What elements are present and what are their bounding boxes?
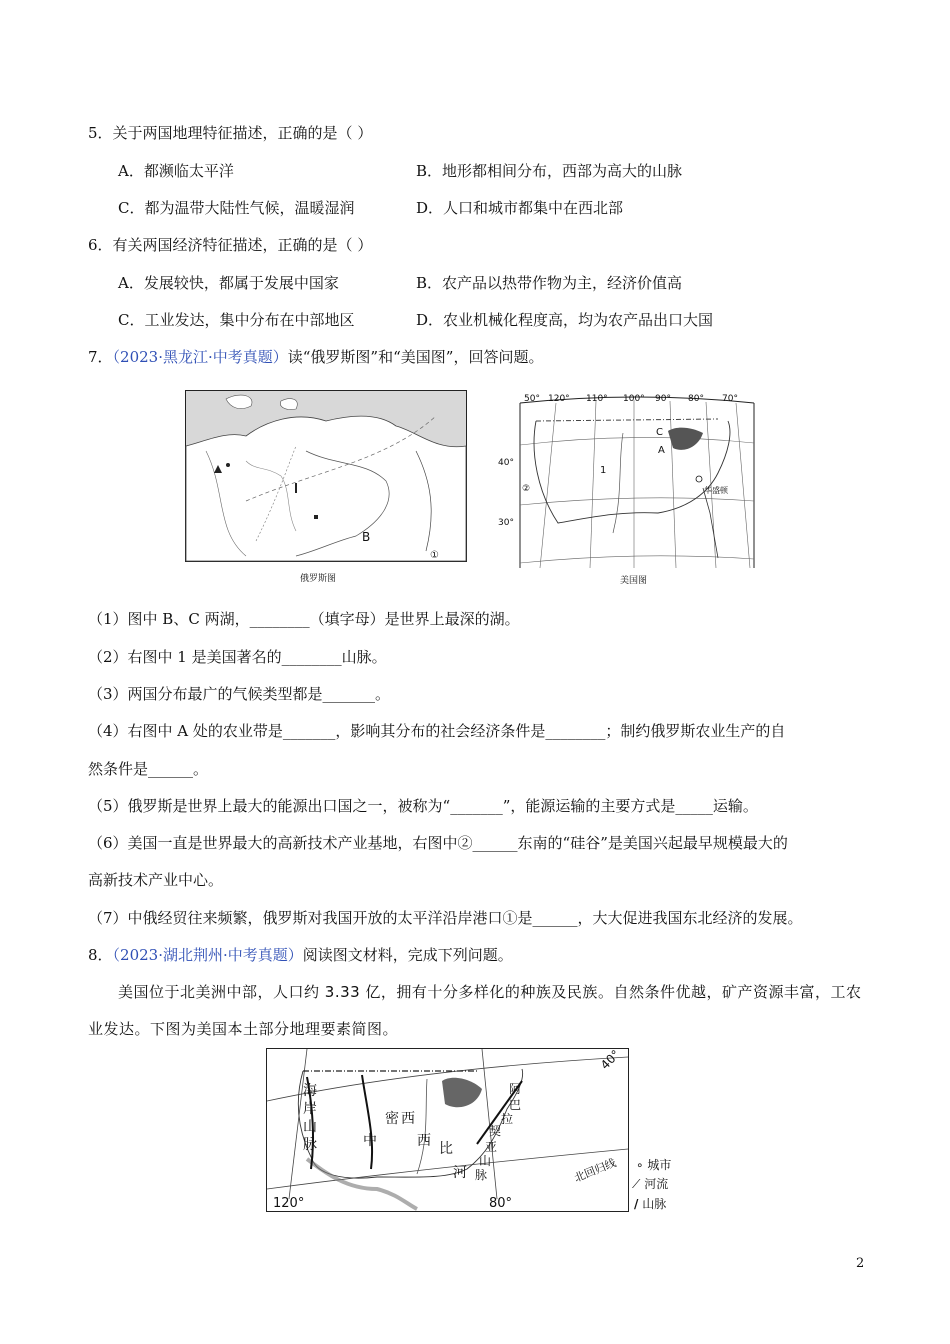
usa-map — [498, 393, 756, 568]
legend-mountain-label: 山脉 — [642, 1197, 667, 1211]
river-char-2: 西 — [401, 1111, 415, 1127]
usa-lon-110: 110° — [586, 394, 608, 404]
usa-lon-90: 90° — [655, 394, 671, 404]
usa-lat-50: 50° — [524, 394, 540, 404]
q5-option-b: B．地形都相间分布，西部为高大的山脉 — [416, 162, 683, 180]
river-char-1: 密 — [385, 1111, 399, 1127]
appalachian-char-2: 巴 — [509, 1098, 522, 1112]
q7-sub1: （1）图中 B、C 两湖，________（填字母）是世界上最深的湖。 — [88, 610, 520, 628]
q8-source-link[interactable]: （2023·湖北荆州·中考真题） — [112, 946, 303, 964]
mountain-icon: / — [634, 1197, 639, 1211]
usa-label-a: A — [658, 445, 665, 456]
russia-map — [185, 390, 467, 562]
q6-option-b: B．农产品以热带作物为主，经济价值高 — [416, 274, 683, 292]
appalachian-char-6: 山 — [479, 1154, 492, 1168]
river-char-5: 河 — [453, 1165, 467, 1181]
appalachian-char-1: 阿 — [509, 1082, 522, 1096]
q5-stem: 5．关于两国地理特征描述，正确的是（ ） — [88, 124, 373, 142]
river-char-4: 比 — [439, 1141, 453, 1157]
usa-elements-map — [266, 1048, 629, 1212]
q7-sub2: （2）右图中 1 是美国著名的________山脉。 — [88, 648, 387, 666]
q5-option-a: A．都濒临太平洋 — [118, 162, 234, 180]
appalachian-char-5: 亚 — [485, 1140, 498, 1154]
q7-sub6-line2: 高新技术产业中心。 — [88, 871, 224, 889]
q7-sub7: （7）中俄经贸往来频繁，俄罗斯对我国开放的太平洋沿岸港口①是______，大大促进我国东北经济的发展。 — [88, 909, 803, 927]
russia-map-caption: 俄罗斯图 — [300, 574, 337, 584]
q8-stem: 阅读图文材料，完成下列问题。 — [302, 946, 513, 964]
q7-header — [88, 346, 543, 367]
russia-map-drawing — [186, 391, 466, 561]
q7-sub4-line1: （4）右图中 A 处的农业带是_______，影响其分布的社会经济条件是________；制约俄罗斯农业生产的自 — [88, 722, 786, 740]
usa-lat-40: 40° — [498, 458, 514, 468]
q5-option-d: D．人口和城市都集中在西北部 — [416, 199, 624, 217]
q7-sub4-line2: 然条件是______。 — [88, 760, 209, 778]
lon-80-label: 80° — [489, 1196, 513, 1211]
usa-lon-70: 70° — [722, 394, 738, 404]
q8-header — [88, 944, 513, 965]
russia-label-port: ① — [430, 550, 439, 561]
page-number: 2 — [856, 1256, 865, 1271]
q8-number: 8． — [88, 946, 113, 964]
q7-sub6-line1: （6）美国一直是世界最大的高新技术产业基地，右图中②______东南的“硅谷”是美国兴起最早规模最大的 — [88, 834, 788, 852]
usa-map-drawing — [498, 393, 756, 568]
legend-city — [636, 1156, 671, 1173]
q6-option-c: C．工业发达，集中分布在中部地区 — [118, 311, 355, 329]
tropic-label: 北回归线 — [572, 1156, 619, 1185]
q7-sub5: （5）俄罗斯是世界上最大的能源出口国之一，被称为“_______”，能源运输的主要方式是_____运输。 — [88, 797, 758, 815]
usa-lon-80: 80° — [688, 394, 704, 404]
appalachian-char-7: 脉 — [475, 1168, 488, 1182]
usa-label-c: C — [656, 427, 663, 438]
usa-label-1: 1 — [600, 465, 607, 476]
q6-stem: 6．有关两国经济特征描述，正确的是（ ） — [88, 236, 373, 254]
legend-river-label: 河流 — [644, 1177, 669, 1191]
lat-40-label: 40° — [597, 1047, 623, 1073]
coast-mountain-char-4: 脉 — [303, 1137, 317, 1153]
usa-label-2: ② — [522, 484, 531, 494]
coast-mountain-char-2: 岸 — [303, 1101, 317, 1117]
usa-lon-100: 100° — [623, 394, 645, 404]
q6-option-a: A．发展较快，都属于发展中国家 — [118, 274, 339, 292]
q7-stem: 读“俄罗斯图”和“美国图”，回答问题。 — [287, 348, 544, 366]
russia-label-b: B — [362, 530, 371, 544]
usa-map-caption: 美国图 — [620, 576, 648, 586]
legend-city-label: 城市 — [647, 1158, 672, 1172]
q5-option-c: C．都为温带大陆性气候，温暖湿润 — [118, 199, 355, 217]
usa-lat-30: 30° — [498, 518, 514, 528]
usa-label-washington: 华盛顿 — [704, 486, 728, 495]
river-char-3: 西 — [417, 1133, 431, 1149]
q6-option-d: D．农业机械化程度高，均为农产品出口大国 — [416, 311, 714, 329]
q7-number: 7． — [88, 348, 113, 366]
usa-elements-map-drawing — [267, 1049, 628, 1211]
q7-sub3: （3）两国分布最广的气候类型都是_______。 — [88, 685, 391, 703]
coast-mountain-char-1: 海 — [303, 1083, 317, 1099]
city-icon: ∘ — [636, 1158, 644, 1172]
q8-passage: 美国位于北美洲中部，人口约 3.33 亿，拥有十分多样化的种族及民族。自然条件优越，矿产资源丰富，工农业发达。下图为美国本土部分地理要素简图。 — [88, 983, 862, 1038]
usa-lon-120: 120° — [548, 394, 570, 404]
legend-river — [632, 1175, 668, 1192]
q7-source-link[interactable]: （2023·黑龙江·中考真题） — [112, 348, 288, 366]
coast-mountain-char-3: 山 — [303, 1119, 317, 1135]
appalachian-char-3: 拉 — [501, 1112, 514, 1126]
lon-120-label: 120° — [273, 1196, 305, 1211]
legend-mountain — [634, 1195, 666, 1212]
river-icon: ⟋ — [632, 1177, 641, 1191]
central-label: 中 — [363, 1133, 377, 1149]
appalachian-char-4: 契 — [489, 1124, 502, 1138]
